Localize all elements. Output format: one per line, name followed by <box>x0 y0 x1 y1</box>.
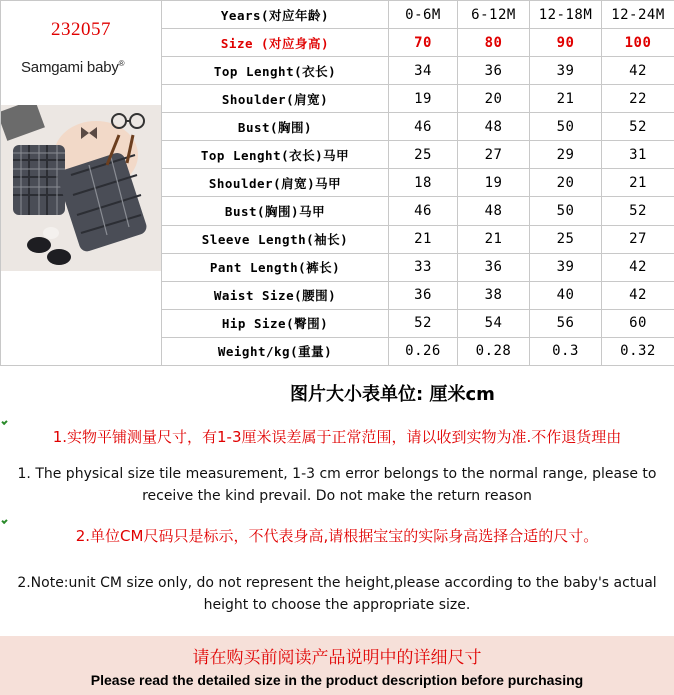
age-col-header: 12-24M <box>602 1 674 29</box>
measurement-value: 40 <box>530 281 602 309</box>
measurement-value: 33 <box>389 253 458 281</box>
measurement-value: 48 <box>458 113 530 141</box>
measurement-value: 36 <box>458 57 530 85</box>
years-header: Years(对应年龄) <box>162 1 389 29</box>
measurement-label: Pant Length(裤长) <box>162 253 389 281</box>
measurement-value: 50 <box>530 197 602 225</box>
size-height-label: Size (对应身高) <box>162 29 389 57</box>
height-value: 80 <box>458 29 530 57</box>
measurement-value: 20 <box>458 85 530 113</box>
product-code: 232057 <box>51 19 111 40</box>
measurement-label: Shoulder(肩宽)马甲 <box>162 169 389 197</box>
note-2-cn: 2.单位CM尺码只是标示，不代表身高,请根据宝宝的实际身高选择合适的尺寸。 <box>75 527 599 545</box>
measurement-value: 21 <box>389 225 458 253</box>
measurement-value: 46 <box>389 113 458 141</box>
height-value: 70 <box>389 29 458 57</box>
measurement-value: 60 <box>602 309 674 337</box>
measurement-value: 48 <box>458 197 530 225</box>
measurement-value: 22 <box>602 85 674 113</box>
measurement-value: 46 <box>389 197 458 225</box>
measurement-value: 50 <box>530 113 602 141</box>
measurement-value: 42 <box>602 281 674 309</box>
measurement-value: 36 <box>389 281 458 309</box>
measurement-label: Sleeve Length(袖长) <box>162 225 389 253</box>
measurement-value: 19 <box>458 169 530 197</box>
measurement-value: 25 <box>389 141 458 169</box>
measurement-label: Top Lenght(衣长)马甲 <box>162 141 389 169</box>
age-col-header: 0-6M <box>389 1 458 29</box>
measurement-value: 29 <box>530 141 602 169</box>
measurement-value: 39 <box>530 253 602 281</box>
header-row <box>1 1 674 29</box>
measurement-value: 42 <box>602 57 674 85</box>
height-value: 100 <box>602 29 674 57</box>
measurement-value: 39 <box>530 57 602 85</box>
footer-en: Please read the detailed size in the product description before purchasing <box>90 672 584 688</box>
measurement-value: 52 <box>602 113 674 141</box>
unit-title: 图片大小表单位: 厘米cm <box>290 384 495 405</box>
measurement-label: Bust(胸围) <box>162 113 389 141</box>
measurement-value: 27 <box>458 141 530 169</box>
measurement-label: Weight/kg(重量) <box>162 337 389 365</box>
brand-name: Samgami baby <box>21 59 119 76</box>
measurement-label: Waist Size(腰围) <box>162 281 389 309</box>
measurement-value: 21 <box>602 169 674 197</box>
measurement-value: 34 <box>389 57 458 85</box>
measurement-label: Bust(胸围)马甲 <box>162 197 389 225</box>
age-col-header: 12-18M <box>530 1 602 29</box>
measurement-value: 31 <box>602 141 674 169</box>
measurement-value: 42 <box>602 253 674 281</box>
measurement-value: 0.26 <box>389 337 458 365</box>
check-icon <box>1 419 7 425</box>
measurement-value: 21 <box>458 225 530 253</box>
measurement-value: 20 <box>530 169 602 197</box>
measurement-value: 36 <box>458 253 530 281</box>
note-2-en-line-1: 2.Note:unit CM size only, do not represent the height,please according to the baby's actual <box>17 575 657 591</box>
check-icon <box>1 518 7 524</box>
measurement-value: 25 <box>530 225 602 253</box>
measurement-value: 54 <box>458 309 530 337</box>
measurement-value: 56 <box>530 309 602 337</box>
product-info-cell <box>1 1 162 366</box>
measurement-value: 27 <box>602 225 674 253</box>
measurement-value: 52 <box>602 197 674 225</box>
measurement-value: 0.28 <box>458 337 530 365</box>
measurement-label: Top Lenght(衣长) <box>162 57 389 85</box>
note-1-cn: 1.实物平铺测量尺寸，有1-3厘米误差属于正常范围，请以收到实物为准.不作退货理由 <box>52 428 622 446</box>
product-photo <box>1 105 161 271</box>
measurement-value: 18 <box>389 169 458 197</box>
measurement-label: Hip Size(臀围) <box>162 309 389 337</box>
brand-mark: ® <box>118 59 125 68</box>
note-2-en-line-2: height to choose the appropriate size. <box>203 597 471 613</box>
measurement-value: 19 <box>389 85 458 113</box>
measurement-value: 0.3 <box>530 337 602 365</box>
note-1-en-line-1: 1. The physical size tile measurement, 1-3 cm error belongs to the normal range, please to <box>17 466 657 482</box>
measurement-value: 21 <box>530 85 602 113</box>
brand-logo <box>21 59 124 76</box>
measurement-label: Shoulder(肩宽) <box>162 85 389 113</box>
note-1-en-line-2: receive the kind prevail. Do not make the return reason <box>142 488 532 504</box>
measurement-value: 52 <box>389 309 458 337</box>
footer-banner <box>0 636 674 695</box>
age-col-header: 6-12M <box>458 1 530 29</box>
measurement-value: 38 <box>458 281 530 309</box>
measurement-value: 0.32 <box>602 337 674 365</box>
height-value: 90 <box>530 29 602 57</box>
footer-cn: 请在购买前阅读产品说明中的详细尺寸 <box>192 648 482 668</box>
